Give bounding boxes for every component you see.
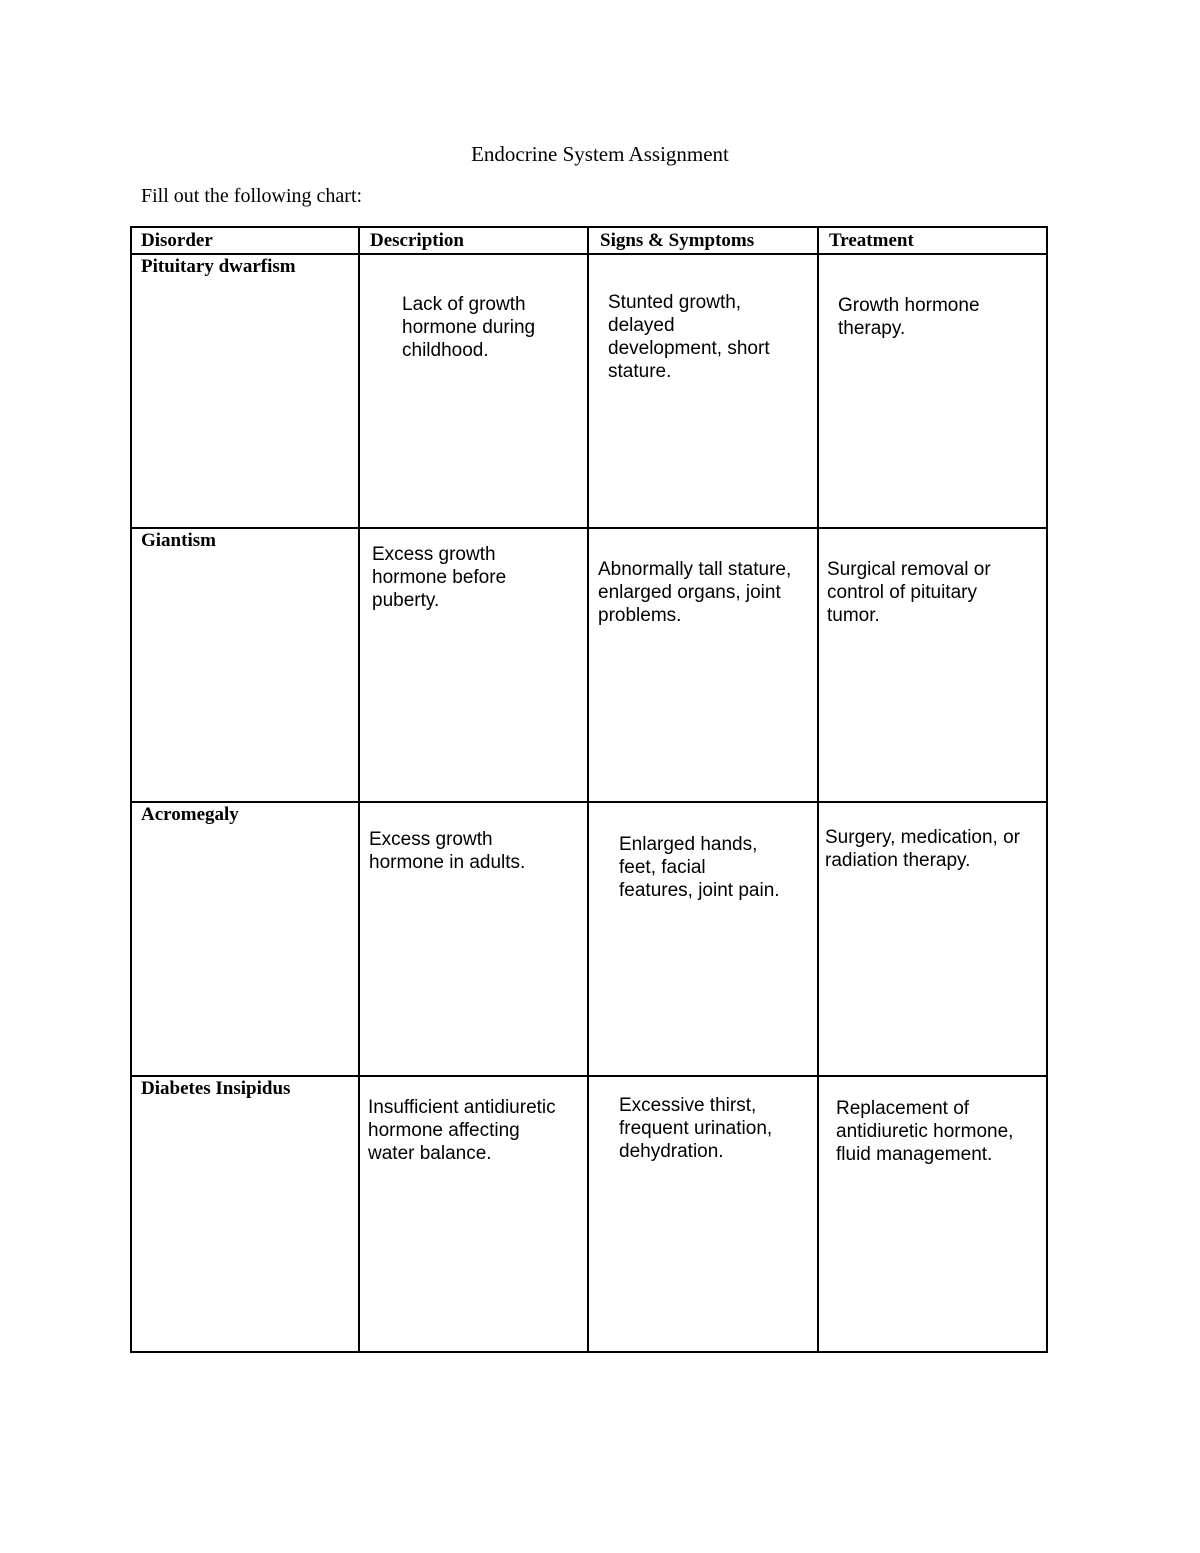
description-cell: Excess growth hormone in adults. bbox=[369, 829, 526, 873]
table-rule bbox=[130, 801, 1048, 803]
description-cell: Excess growth hormone before puberty. bbox=[372, 544, 507, 611]
table-rule bbox=[130, 1075, 1048, 1077]
signs-cell: Abnormally tall stature, enlarged organs, joint problems. bbox=[598, 559, 792, 626]
treatment-cell: Surgical removal or control of pituitary tumor. bbox=[827, 559, 991, 626]
column-header-disorder: Disorder bbox=[141, 230, 213, 251]
signs-cell: Excessive thirst, frequent urination, dehydration. bbox=[619, 1095, 773, 1162]
table-rule bbox=[130, 253, 1048, 255]
disorder-name: Diabetes Insipidus bbox=[141, 1078, 291, 1099]
table-rule bbox=[130, 527, 1048, 529]
disorder-name: Pituitary dwarfism bbox=[141, 256, 296, 277]
disorder-name: Giantism bbox=[141, 530, 216, 551]
disorder-table bbox=[130, 226, 1048, 1353]
description-cell: Insufficient antidiuretic hormone affecting water balance. bbox=[368, 1097, 556, 1164]
document-title: Endocrine System Assignment bbox=[471, 142, 729, 166]
table-rule bbox=[817, 228, 819, 1351]
instructions: Fill out the following chart: bbox=[141, 185, 363, 207]
treatment-cell: Replacement of antidiuretic hormone, fluid management. bbox=[836, 1098, 1014, 1165]
column-header-signs-symptoms: Signs & Symptoms bbox=[600, 230, 755, 251]
table-rule bbox=[358, 228, 360, 1351]
description-cell: Lack of growth hormone during childhood. bbox=[402, 294, 536, 361]
signs-cell: Stunted growth, delayed development, short stature. bbox=[608, 292, 770, 382]
column-header-description: Description bbox=[370, 230, 464, 251]
table-rule bbox=[587, 228, 589, 1351]
disorder-name: Acromegaly bbox=[141, 804, 239, 825]
column-header-treatment: Treatment bbox=[829, 230, 914, 251]
table-rule bbox=[1046, 228, 1048, 1351]
treatment-cell: Growth hormone therapy. bbox=[838, 295, 980, 339]
signs-cell: Enlarged hands, feet, facial features, joint pain. bbox=[619, 834, 780, 901]
treatment-cell: Surgery, medication, or radiation therapy. bbox=[825, 827, 1021, 871]
table-rule bbox=[130, 228, 132, 1351]
